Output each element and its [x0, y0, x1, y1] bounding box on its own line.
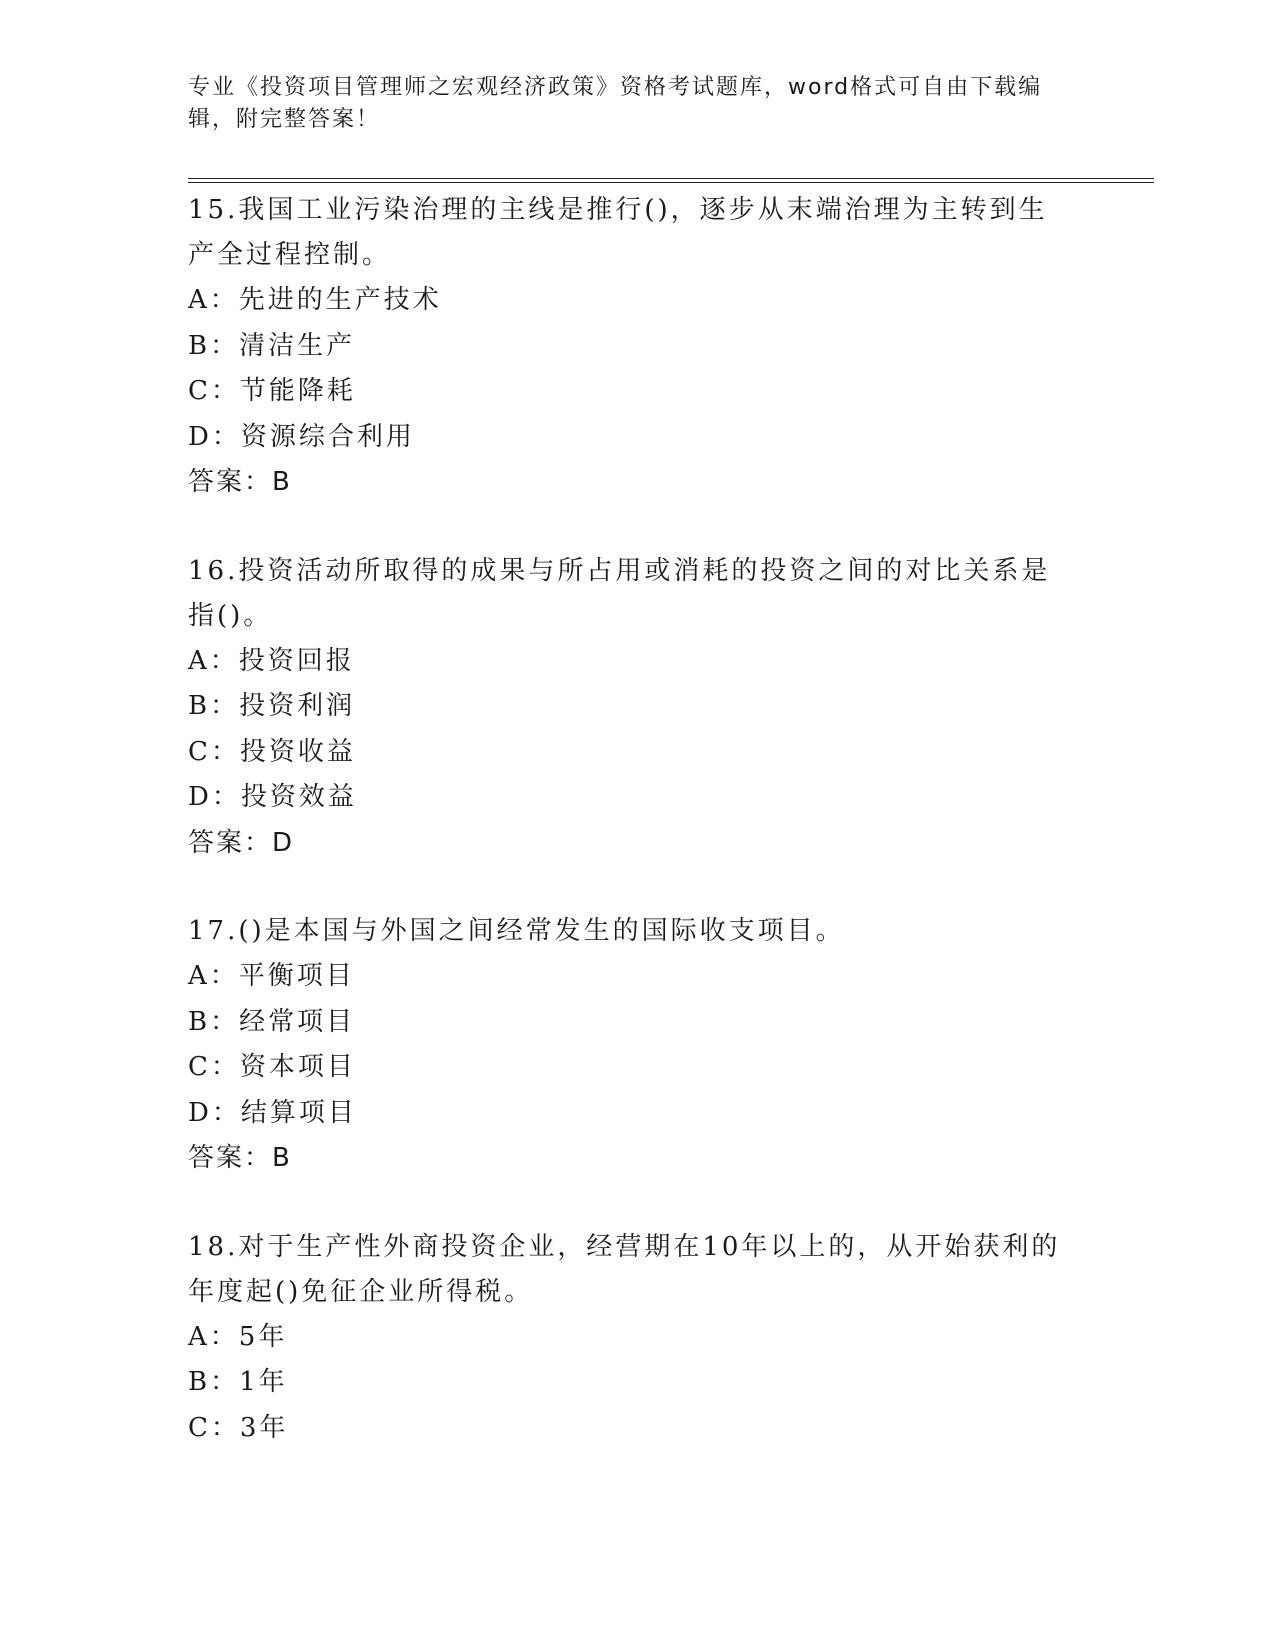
question-17 [188, 909, 1088, 1182]
option-a: A：平衡项目 [188, 961, 355, 991]
question-stem: 15.我国工业污染治理的主线是推行()，逐步从末端治理为主转到生产全过程控制。 [188, 195, 1048, 270]
option-c: C：节能降耗 [188, 376, 356, 406]
option-d: D：资源综合利用 [188, 421, 415, 452]
header-divider-bottom [188, 182, 1154, 183]
header-divider-top [188, 178, 1154, 179]
option-a: A：先进的生产技术 [188, 285, 442, 315]
option-b: B：投资利润 [188, 691, 356, 721]
option-a: A：5年 [188, 1321, 288, 1352]
answer-line: 答案：D [188, 827, 295, 858]
question-list [188, 188, 1088, 1451]
spacer [188, 1182, 1088, 1225]
option-b: B：1年 [188, 1367, 288, 1397]
option-d: D：投资效益 [188, 782, 357, 812]
question-18 [188, 1225, 1088, 1452]
document-intro: 专业《投资项目管理师之宏观经济政策》资格考试题库，word格式可自由下载编辑，附完整答案！ [188, 75, 1043, 132]
question-16 [188, 549, 1088, 867]
answer-line: 答案：B [188, 467, 292, 497]
option-c: C：投资收益 [188, 736, 356, 767]
option-d: D：结算项目 [188, 1097, 357, 1128]
question-15 [188, 188, 1088, 506]
answer-line: 答案：B [188, 1143, 292, 1173]
question-stem: 18.对于生产性外商投资企业，经营期在10年以上的，从开始获利的年度起()免征企业所得税。 [188, 1231, 1061, 1307]
spacer [188, 866, 1088, 909]
option-b: B：清洁生产 [188, 330, 356, 361]
question-stem: 17.()是本国与外国之间经常发生的国际收支项目。 [188, 916, 845, 946]
option-b: B：经常项目 [188, 1006, 356, 1037]
option-c: C：3年 [188, 1412, 289, 1443]
question-stem: 16.投资活动所取得的成果与所占用或消耗的投资之间的对比关系是指()。 [188, 555, 1051, 631]
option-c: C：资本项目 [188, 1052, 356, 1082]
option-a: A：投资回报 [188, 645, 355, 676]
spacer [188, 506, 1088, 549]
